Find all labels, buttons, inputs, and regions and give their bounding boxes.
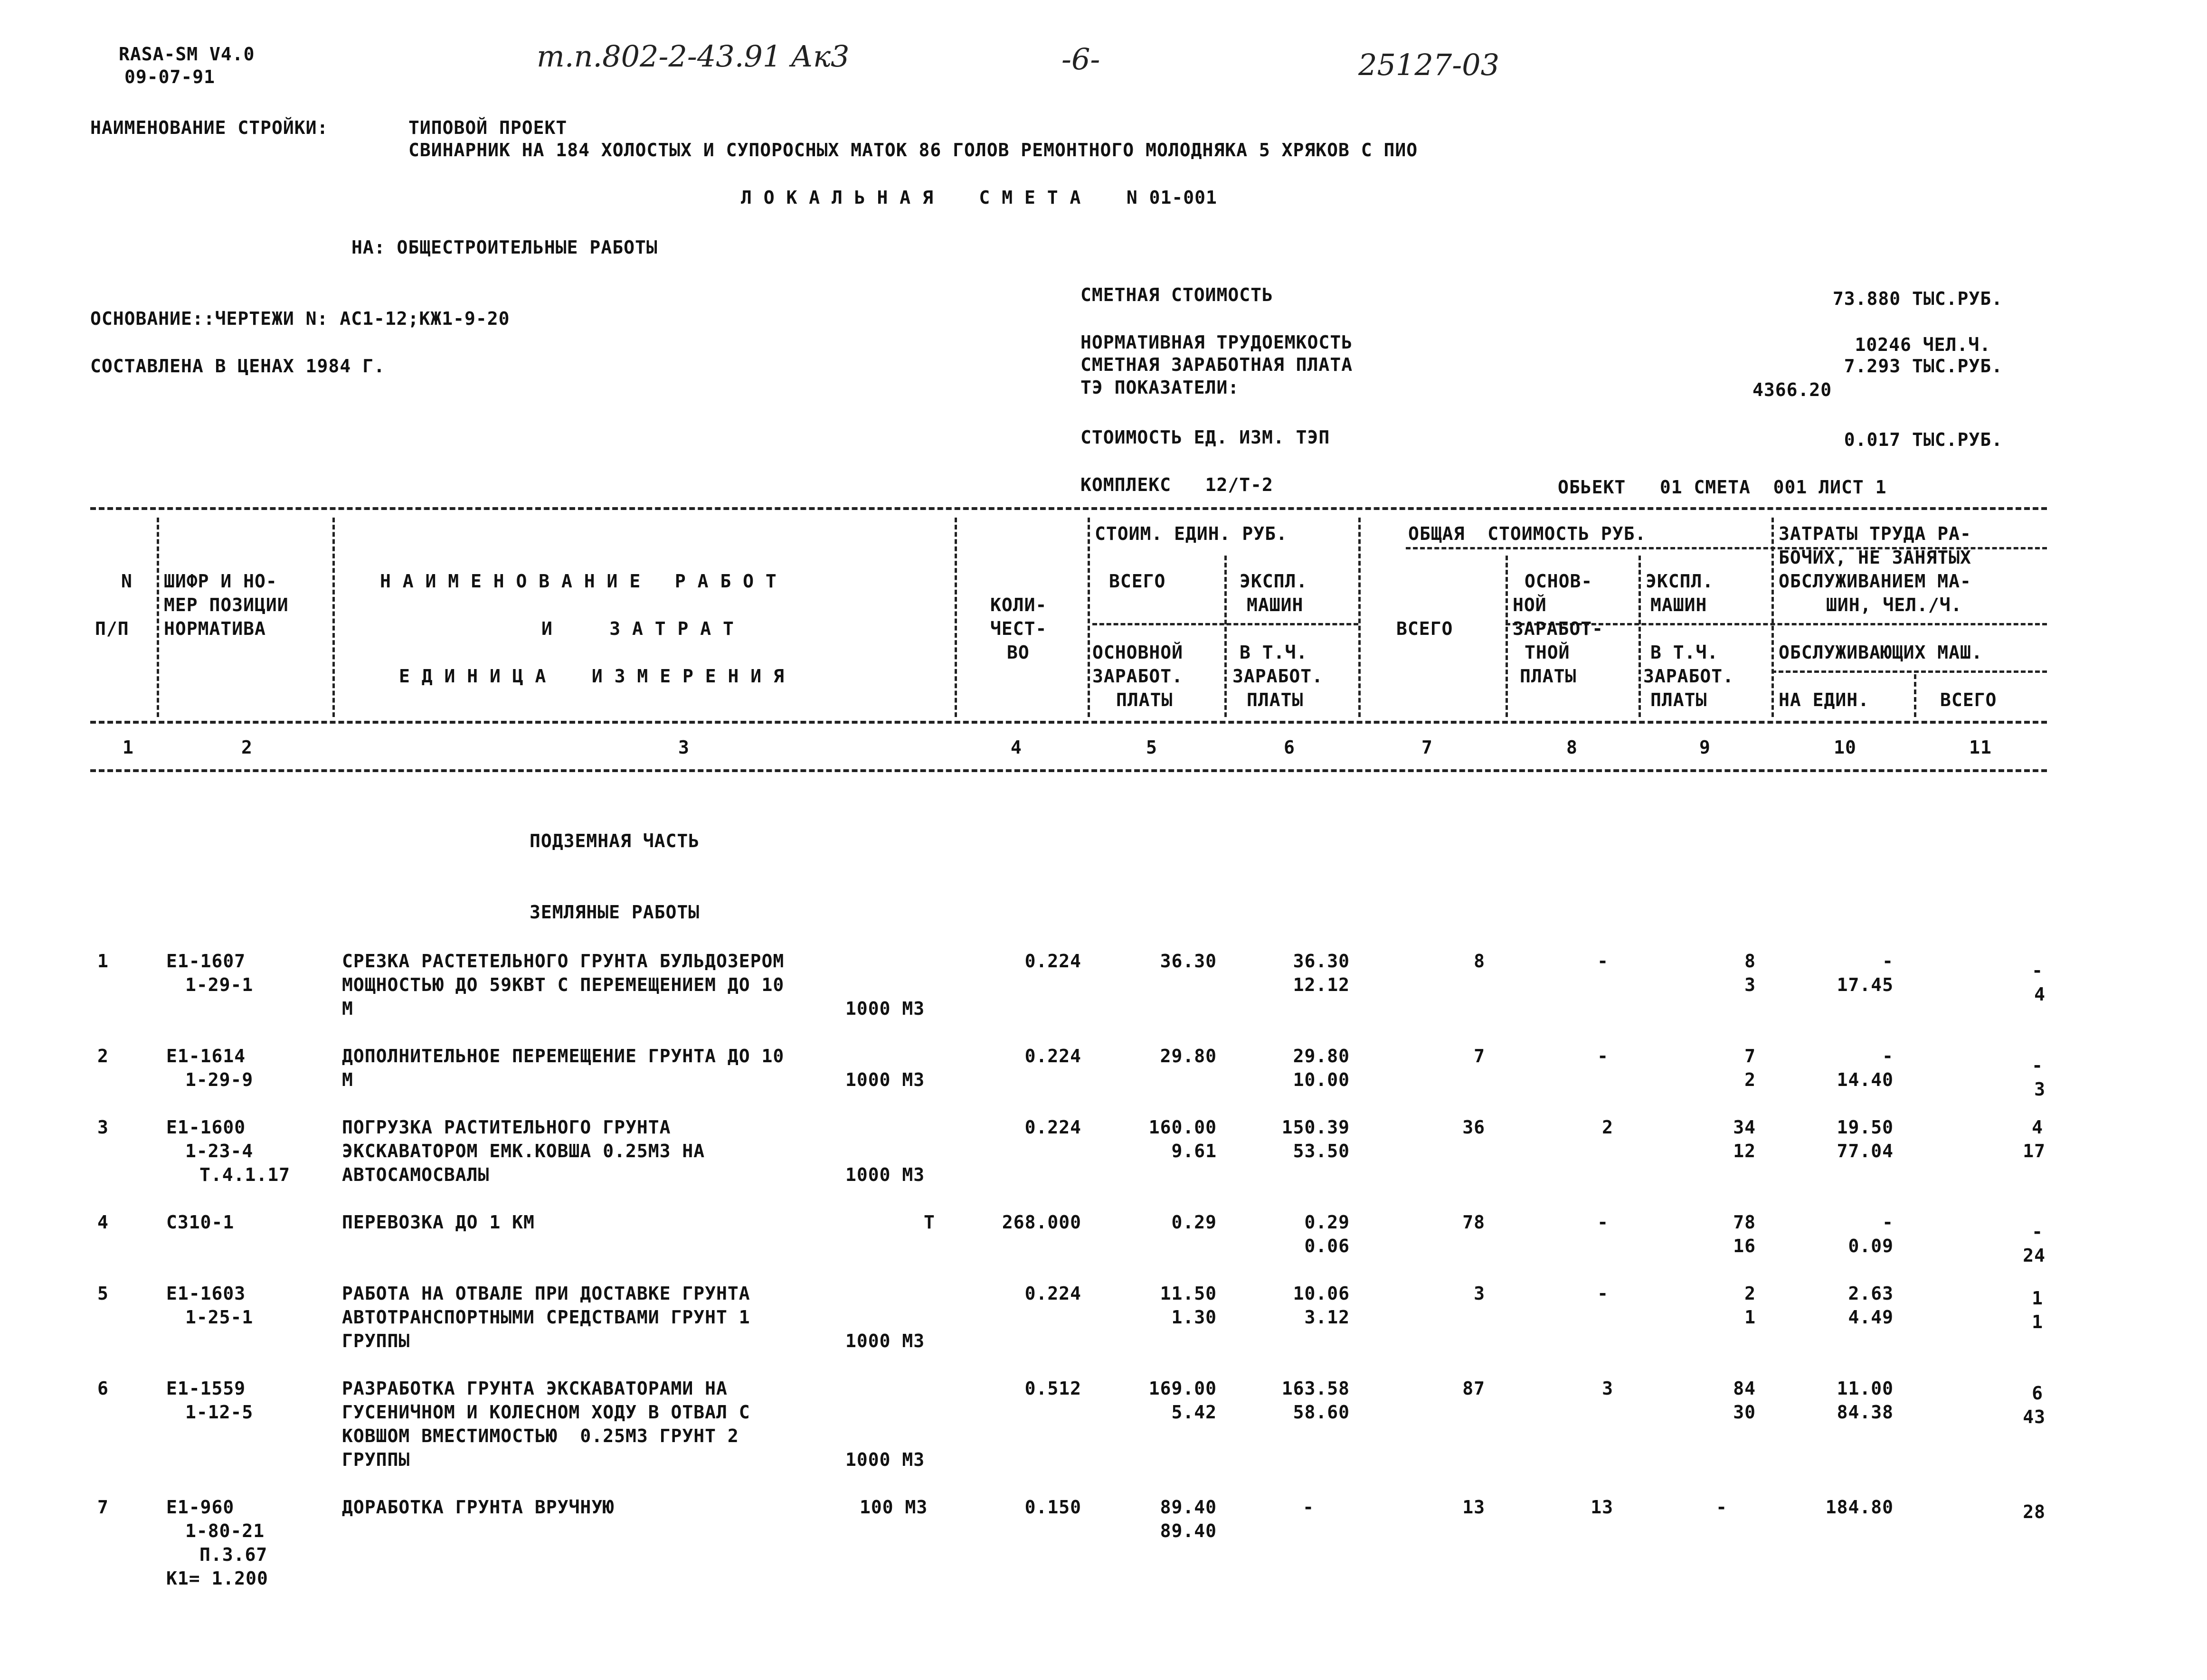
page-number: -6- — [1061, 42, 1100, 76]
col-number: 10 — [1834, 737, 1857, 758]
row-labor-total: 6 — [2032, 1383, 2043, 1404]
col9-header-line2: МАШИН — [1650, 595, 1707, 615]
row-labor-total: 1 — [2032, 1288, 2043, 1309]
col1-header-pp: П/П — [95, 618, 129, 639]
col9-header-line1: ЭКСПЛ. — [1646, 571, 1714, 592]
col-number: 6 — [1284, 737, 1295, 758]
row-unit-total: 169.00 — [1148, 1378, 1217, 1399]
row-code: Е1-1607 — [166, 951, 246, 972]
col2-header-line3: НОРМАТИВА — [164, 618, 266, 639]
row-labor-unit: 11.00 — [1837, 1378, 1894, 1399]
row-quantity: 0.224 — [1024, 951, 1081, 972]
row-labor-total: 4 — [2032, 1117, 2043, 1138]
row-labor-total: 3 — [2034, 1079, 2046, 1100]
summary-label-wage: СМЕТНАЯ ЗАРАБОТНАЯ ПЛАТА — [1080, 354, 1353, 375]
row-quantity: 0.224 — [1024, 1283, 1081, 1304]
row-machines-wage: 2 — [1744, 1069, 1756, 1090]
col-separator — [332, 518, 335, 717]
row-labor-total: 1 — [2032, 1312, 2043, 1332]
row-number: 4 — [97, 1212, 109, 1233]
row-unit-total: 11.50 — [1160, 1283, 1217, 1304]
row-labor-total: 17 — [2023, 1141, 2046, 1161]
row-name: ПОГРУЗКА РАСТИТЕЛЬНОГО ГРУНТА — [342, 1117, 671, 1138]
row-unit: 1000 М3 — [845, 1449, 925, 1470]
section-heading-part: ПОДЗЕМНАЯ ЧАСТЬ — [530, 831, 700, 851]
row-machines: 7 — [1744, 1046, 1756, 1067]
row-total: 13 — [1462, 1497, 1485, 1518]
row-name: М — [342, 1069, 353, 1090]
row-labor-unit: 77.04 — [1837, 1141, 1894, 1161]
col-number: 3 — [678, 737, 690, 758]
handwritten-code: т.п.802-2-43.91 Ак3 — [537, 39, 850, 74]
row-code: 1-23-4 — [185, 1141, 254, 1161]
row-code: 1-80-21 — [185, 1520, 265, 1541]
row-base-wage: 2 — [1602, 1117, 1613, 1138]
estimate-title: Л О К А Л Ь Н А Я С М Е Т А N 01-001 — [741, 187, 1217, 208]
row-labor-unit: - — [1882, 951, 1894, 972]
row-code: Е1-1600 — [166, 1117, 246, 1138]
row-code: Е1-1603 — [166, 1283, 246, 1304]
row-base-wage: - — [1597, 951, 1609, 972]
row-code: Т.4.1.17 — [199, 1164, 291, 1185]
col8-header-line5: ПЛАТЫ — [1520, 666, 1577, 687]
col8-header-line2: НОЙ — [1513, 595, 1547, 615]
col-number: 5 — [1146, 737, 1157, 758]
row-labor-total: 24 — [2023, 1245, 2046, 1266]
row-name: ГРУППЫ — [342, 1449, 410, 1470]
table-number-rule — [90, 769, 2047, 772]
row-code: 1-12-5 — [185, 1402, 254, 1423]
estimate-basis: ОСНОВАНИЕ::ЧЕРТЕЖИ N: АС1-12;КЖ1-9-20 — [90, 308, 510, 329]
col-separator — [955, 518, 957, 717]
row-labor-unit: 4.49 — [1848, 1307, 1894, 1328]
row-name: АВТОТРАНСПОРТНЫМИ СРЕДСТВАМИ ГРУНТ 1 — [342, 1307, 750, 1328]
row-unit-total: 0.29 — [1171, 1212, 1217, 1233]
col-separator — [157, 518, 159, 717]
row-total: 78 — [1462, 1212, 1485, 1233]
col6-header-line2: МАШИН — [1247, 595, 1304, 615]
col4-header-line3: ВО — [1007, 642, 1030, 663]
col-number: 9 — [1699, 737, 1711, 758]
row-unit-machines-wage: 53.50 — [1293, 1141, 1350, 1161]
col3-header-line3: Е Д И Н И Ц А И З М Е Р Е Н И Я — [399, 666, 785, 687]
row-labor-unit: - — [1882, 1046, 1894, 1067]
labor-header-line5: ОБСЛУЖИВАЮЩИХ МАШ. — [1779, 642, 1983, 663]
handwritten-number: 25127-03 — [1358, 47, 1500, 82]
row-name: РАЗРАБОТКА ГРУНТА ЭКСКАВАТОРАМИ НА — [342, 1378, 728, 1399]
row-machines: 2 — [1744, 1283, 1756, 1304]
summary-label-labor: НОРМАТИВНАЯ ТРУДОЕМКОСТЬ — [1080, 332, 1353, 353]
row-labor-total: 28 — [2023, 1501, 2046, 1522]
row-total: 36 — [1462, 1117, 1485, 1138]
labor-header-line1: ЗАТРАТЫ ТРУДА РА- — [1779, 523, 1971, 544]
row-machines: 78 — [1733, 1212, 1756, 1233]
print-date: 09-07-91 — [124, 66, 216, 87]
row-base-wage: 13 — [1591, 1497, 1613, 1518]
row-name: ПЕРЕВОЗКА ДО 1 КМ — [342, 1212, 535, 1233]
row-labor-total: - — [2032, 1221, 2043, 1242]
row-unit: 1000 М3 — [845, 998, 925, 1019]
col5-header-line2: ОСНОВНОЙ — [1092, 642, 1184, 663]
col7-header: ВСЕГО — [1396, 618, 1453, 639]
col-separator — [1506, 556, 1508, 717]
row-code: Е1-1559 — [166, 1378, 246, 1399]
row-unit-base-wage: 9.61 — [1171, 1141, 1217, 1161]
row-machines: - — [1716, 1497, 1727, 1518]
row-unit-total: 29.80 — [1160, 1046, 1217, 1067]
header-subrule — [1771, 670, 2047, 673]
col6-header-line1: ЭКСПЛ. — [1240, 571, 1308, 592]
table-top-rule — [90, 507, 2047, 510]
col2-header-line2: МЕР ПОЗИЦИИ — [164, 595, 289, 615]
row-code: С310-1 — [166, 1212, 235, 1233]
row-machines: 34 — [1733, 1117, 1756, 1138]
col-number: 1 — [123, 737, 134, 758]
row-name: ДОРАБОТКА ГРУНТА ВРУЧНУЮ — [342, 1497, 615, 1518]
row-labor-unit: - — [1882, 1212, 1894, 1233]
row-unit-machines-wage: 3.12 — [1304, 1307, 1350, 1328]
col-number: 8 — [1566, 737, 1578, 758]
col-separator — [1358, 518, 1361, 717]
row-labor-unit: 2.63 — [1848, 1283, 1894, 1304]
row-number: 3 — [97, 1117, 109, 1138]
col1-header-n: N — [121, 571, 133, 592]
col6-header-line3: В Т.Ч. — [1240, 642, 1308, 663]
row-unit-total: 89.40 — [1160, 1497, 1217, 1518]
col3-header-line1: Н А И М Е Н О В А Н И Е Р А Б О Т — [380, 571, 777, 592]
col-separator — [1639, 556, 1641, 717]
summary-value-wage: 7.293 ТЫС.РУБ. — [1844, 356, 2003, 377]
row-code: 1-29-1 — [185, 974, 254, 995]
summary-label-unit-cost: СТОИМОСТЬ ЕД. ИЗМ. ТЭП — [1080, 427, 1330, 448]
col5-header-line3: ЗАРАБОТ. — [1092, 666, 1184, 687]
estimate-prices: СОСТАВЛЕНА В ЦЕНАХ 1984 Г. — [90, 356, 385, 377]
col2-header-line1: ШИФР И НО- — [164, 571, 277, 592]
program-version: RASA-SM V4.0 — [119, 44, 255, 65]
row-unit-machines: 29.80 — [1293, 1046, 1350, 1067]
row-labor-total: 43 — [2023, 1406, 2046, 1427]
col-separator — [1771, 518, 1774, 717]
row-unit-base-wage: 5.42 — [1171, 1402, 1217, 1423]
row-name: РАБОТА НА ОТВАЛЕ ПРИ ДОСТАВКЕ ГРУНТА — [342, 1283, 750, 1304]
row-unit-machines-wage: 58.60 — [1293, 1402, 1350, 1423]
labor-header-line2: БОЧИХ, НЕ ЗАНЯТЫХ — [1779, 547, 1971, 568]
row-total: 3 — [1474, 1283, 1485, 1304]
project-title: СВИНАРНИК НА 184 ХОЛОСТЫХ И СУПОРОСНЫХ МАТОК 86 ГОЛОВ РЕМОНТНОГО МОЛОДНЯКА 5 ХРЯКОВ С ПИО — [408, 140, 1418, 160]
col5-header-line1: ВСЕГО — [1109, 571, 1166, 592]
row-name: МОЩНОСТЬЮ ДО 59КВТ С ПЕРЕМЕЩЕНИЕМ ДО 10 — [342, 974, 785, 995]
row-total: 87 — [1462, 1378, 1485, 1399]
col-number: 4 — [1011, 737, 1022, 758]
row-name: АВТОСАМОСВАЛЫ — [342, 1164, 490, 1185]
col4-header-line1: КОЛИ- — [990, 595, 1047, 615]
col9-header-line4: ЗАРАБОТ. — [1643, 666, 1734, 687]
row-labor-unit: 184.80 — [1825, 1497, 1894, 1518]
col6-header-line5: ПЛАТЫ — [1247, 689, 1304, 710]
col9-header-line3: В Т.Ч. — [1650, 642, 1719, 663]
row-number: 1 — [97, 951, 109, 972]
row-quantity: 0.512 — [1024, 1378, 1081, 1399]
row-name: ГУСЕНИЧНОМ И КОЛЕСНОМ ХОДУ В ОТВАЛ С — [342, 1402, 750, 1423]
summary-label-cost: СМЕТНАЯ СТОИМОСТЬ — [1080, 284, 1273, 305]
row-unit-machines-wage: 12.12 — [1293, 974, 1350, 995]
col-separator — [1088, 518, 1090, 717]
col-number: 2 — [241, 737, 253, 758]
col9-header-line5: ПЛАТЫ — [1650, 689, 1707, 710]
row-labor-total: - — [2032, 960, 2043, 981]
row-unit: Т — [924, 1212, 935, 1233]
row-labor-unit: 14.40 — [1837, 1069, 1894, 1090]
row-labor-unit: 84.38 — [1837, 1402, 1894, 1423]
row-code: Е1-1614 — [166, 1046, 246, 1067]
col-number: 11 — [1969, 737, 1992, 758]
row-total: 7 — [1474, 1046, 1485, 1067]
row-quantity: 0.150 — [1024, 1497, 1081, 1518]
col5-header-line4: ПЛАТЫ — [1116, 689, 1173, 710]
labor-header-line3: ОБСЛУЖИВАНИЕМ МА- — [1779, 571, 1971, 592]
project-label: НАИМЕНОВАНИЕ СТРОЙКИ: — [90, 117, 329, 138]
row-base-wage: - — [1597, 1212, 1609, 1233]
col11-header: ВСЕГО — [1940, 689, 1997, 710]
row-labor-total: - — [2032, 1055, 2043, 1076]
estimate-for: НА: ОБЩЕСТРОИТЕЛЬНЫЕ РАБОТЫ — [351, 237, 658, 258]
row-unit-machines: - — [1303, 1497, 1314, 1518]
summary-value-labor: 10246 ЧЕЛ.Ч. — [1855, 334, 1991, 355]
col8-header-line1: ОСНОВ- — [1525, 571, 1593, 592]
row-machines-wage: 1 — [1744, 1307, 1756, 1328]
row-number: 5 — [97, 1283, 109, 1304]
row-number: 6 — [97, 1378, 109, 1399]
row-machines-wage: 30 — [1733, 1402, 1756, 1423]
row-number: 2 — [97, 1046, 109, 1067]
row-machines-wage: 3 — [1744, 974, 1756, 995]
project-type: ТИПОВОЙ ПРОЕКТ — [408, 117, 568, 138]
col4-header-line2: ЧЕСТ- — [990, 618, 1047, 639]
row-name: ЭКСКАВАТОРОМ ЕМК.КОВША 0.25М3 НА — [342, 1141, 705, 1161]
row-total: 8 — [1474, 951, 1485, 972]
row-quantity: 0.224 — [1024, 1046, 1081, 1067]
row-base-wage: 3 — [1602, 1378, 1613, 1399]
row-code: Е1-960 — [166, 1497, 235, 1518]
row-name: М — [342, 998, 353, 1019]
section-heading-works: ЗЕМЛЯНЫЕ РАБОТЫ — [530, 902, 700, 923]
row-labor-total: 4 — [2034, 984, 2046, 1005]
total-cost-group-header: ОБЩАЯ СТОИМОСТЬ РУБ. — [1408, 523, 1647, 544]
row-unit-machines-wage: 10.00 — [1293, 1069, 1350, 1090]
col10-header: НА ЕДИН. — [1779, 689, 1870, 710]
row-labor-unit: 0.09 — [1848, 1236, 1894, 1256]
row-unit: 1000 М3 — [845, 1164, 925, 1185]
col8-header-line4: ТНОЙ — [1525, 642, 1570, 663]
row-unit: 100 М3 — [860, 1497, 928, 1518]
summary-value-unit-cost: 0.017 ТЫС.РУБ. — [1844, 429, 2003, 450]
object-sheet: ОБЬЕКТ 01 СМЕТА 001 ЛИСТ 1 — [1558, 477, 1887, 498]
unit-cost-group-header: СТОИМ. ЕДИН. РУБ. — [1095, 523, 1288, 544]
row-unit: 1000 М3 — [845, 1069, 925, 1090]
row-unit-total: 160.00 — [1148, 1117, 1217, 1138]
complex-code: КОМПЛЕКС 12/Т-2 — [1080, 474, 1273, 495]
row-unit-machines-wage: 0.06 — [1304, 1236, 1350, 1256]
row-unit-machines: 10.06 — [1293, 1283, 1350, 1304]
row-unit: 1000 М3 — [845, 1331, 925, 1351]
row-number: 7 — [97, 1497, 109, 1518]
row-labor-unit: 17.45 — [1837, 974, 1894, 995]
row-machines-wage: 12 — [1733, 1141, 1756, 1161]
row-unit-machines: 36.30 — [1293, 951, 1350, 972]
row-quantity: 0.224 — [1024, 1117, 1081, 1138]
row-name: СРЕЗКА РАСТЕТЕЛЬНОГО ГРУНТА БУЛЬДОЗЕРОМ — [342, 951, 785, 972]
row-unit-base-wage: 89.40 — [1160, 1520, 1217, 1541]
row-unit-machines: 163.58 — [1281, 1378, 1350, 1399]
row-labor-unit: 19.50 — [1837, 1117, 1894, 1138]
row-code: П.3.67 — [199, 1544, 268, 1565]
col-number: 7 — [1421, 737, 1433, 758]
row-unit-machines: 0.29 — [1304, 1212, 1350, 1233]
row-machines-wage: 16 — [1733, 1236, 1756, 1256]
col8-header-line3: ЗАРАБОТ- — [1513, 618, 1604, 639]
summary-value-cost: 73.880 ТЫС.РУБ. — [1832, 288, 2003, 309]
row-code: 1-29-9 — [185, 1069, 254, 1090]
row-base-wage: - — [1597, 1046, 1609, 1067]
labor-header-line4: ШИН, ЧЕЛ./Ч. — [1826, 595, 1962, 615]
row-machines: 84 — [1733, 1378, 1756, 1399]
row-quantity: 268.000 — [1002, 1212, 1081, 1233]
col3-header-line2: И З А Т Р А Т — [541, 618, 734, 639]
row-base-wage: - — [1597, 1283, 1609, 1304]
row-machines: 8 — [1744, 951, 1756, 972]
row-unit-total: 36.30 — [1160, 951, 1217, 972]
row-unit-machines: 150.39 — [1281, 1117, 1350, 1138]
row-name: ГРУППЫ — [342, 1331, 410, 1351]
row-name: ДОПОЛНИТЕЛЬНОЕ ПЕРЕМЕЩЕНИЕ ГРУНТА ДО 10 — [342, 1046, 785, 1067]
row-unit-base-wage: 1.30 — [1171, 1307, 1217, 1328]
table-header-rule — [90, 721, 2047, 724]
col6-header-line4: ЗАРАБОТ. — [1232, 666, 1324, 687]
row-name: КОВШОМ ВМЕСТИМОСТЬЮ 0.25М3 ГРУНТ 2 — [342, 1425, 739, 1446]
col-separator — [1224, 556, 1227, 717]
row-code: 1-25-1 — [185, 1307, 254, 1328]
summary-label-te: ТЭ ПОКАЗАТЕЛИ: — [1080, 377, 1240, 398]
col-separator — [1914, 674, 1916, 717]
row-code: К1= 1.200 — [166, 1568, 268, 1589]
summary-value-te: 4366.20 — [1752, 379, 1832, 400]
